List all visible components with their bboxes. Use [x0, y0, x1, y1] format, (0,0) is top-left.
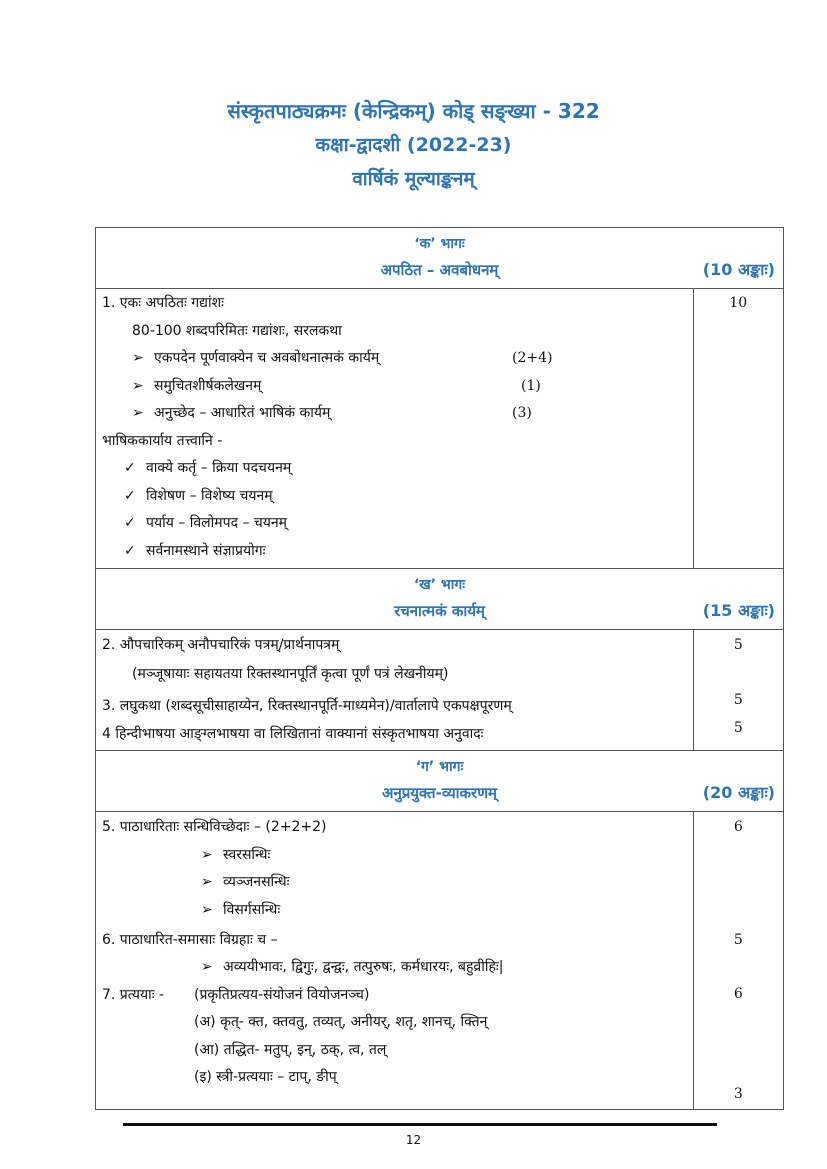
check-icon: ✓	[124, 487, 136, 504]
marks-value: 5	[733, 932, 743, 948]
section-ga-body	[96, 812, 784, 1110]
arrow-bullet-icon: ➢	[201, 874, 213, 890]
marks-value: 6	[733, 986, 743, 1002]
list-item: ➢ व्यञ्जनसन्धिः	[96, 869, 693, 897]
section-kha-body	[96, 630, 784, 751]
marks-value: 10	[729, 295, 748, 311]
sub-marks: (1)	[521, 377, 541, 394]
section-ka-name: अपठित – अवबोधनम्	[380, 261, 499, 279]
section-kha-part: ‘ख’ भागः	[413, 577, 466, 593]
list-item: ➢ अनुच्छेद – आधारितं भाषिकं कार्यम् (3)	[96, 400, 693, 428]
list-item: ➢ अव्ययीभावः, द्विगुः, द्वन्द्वः, तत्पुरुषः, कर्मधारयः, बहुव्रीहिः|	[96, 954, 693, 982]
list-item: (इ) स्त्री-प्रत्ययाः – टाप्, ङीप्	[194, 1069, 337, 1085]
arrow-bullet-icon: ➢	[201, 901, 213, 918]
list-item: 2. औपचारिकम् अनौपचारिकं पत्रम्/प्रार्थनापत्रम्	[102, 637, 340, 653]
page-number: 12	[405, 1133, 422, 1147]
list-item: 6. पाठाधारित-समासाः विग्रहाः च –	[102, 931, 278, 948]
section-ka-marks: (10 अङ्काः)	[702, 260, 775, 279]
section-kha-header	[96, 569, 784, 630]
list-item: 3. लघुकथा (शब्दसूचीसाहाय्येन, रिक्तस्थानपूर्ति-माध्यमेन)/वार्तालापे एकपक्षपूरणम्	[102, 698, 512, 714]
section-ga-header	[96, 751, 784, 812]
arrow-bullet-icon: ➢	[132, 377, 144, 394]
section-ka-header	[96, 228, 784, 289]
list-item: ➢ एकपदेन पूर्णवाक्येन च अवबोधनात्मकं कार्यम् (2+4)	[96, 345, 693, 373]
list-item: 80-100 शब्दपरिमितः गद्यांशः, सरलकथा	[132, 322, 342, 339]
sub-marks: (2+4)	[512, 350, 553, 366]
arrow-bullet-icon: ➢	[201, 959, 213, 975]
marks-value: 5	[733, 720, 743, 736]
check-icon: ✓	[124, 542, 136, 559]
list-item: (अ) कृत्- क्त, क्तवतु, तव्यत्, अनीयर्, शतृ, शानच्, क्तिन्	[194, 1014, 488, 1030]
marks-value: 6	[733, 819, 743, 835]
list-item: ➢ विसर्गसन्धिः	[96, 897, 693, 927]
section-ka-part: ‘क’ भागः	[414, 236, 465, 252]
arrow-bullet-icon: ➢	[132, 350, 144, 366]
marks-value: 3	[733, 1086, 743, 1102]
list-item: 7. प्रत्ययाः - (प्रकृतिप्रत्यय-संयोजनं वियोजनञ्च)	[96, 982, 693, 1010]
sub-marks: (3)	[512, 405, 532, 421]
list-item: (आ) तद्धित- मतुप्, इन्, ठक्, त्व, तल्	[194, 1041, 387, 1058]
list-item: भाषिककार्याय तत्त्वानि -	[102, 432, 223, 449]
exam-heading: वार्षिकं मूल्याङ्कनम्	[352, 168, 475, 190]
list-item: ✓ पर्याय – विलोमपद – चयनम्	[96, 510, 693, 538]
list-item: 4 हिन्दीभाषया आङ्ग्लभाषया वा लिखितानां वाक्यानां संस्कृतभाषया अनुवादः	[102, 726, 484, 742]
list-item: 5. पाठाधारिताः सन्धिविच्छेदाः – (2+2+2)	[102, 819, 327, 835]
class-heading: कक्षा-द्वादशी (2022-23)	[315, 134, 512, 156]
section-ka-body	[96, 289, 784, 569]
check-icon: ✓	[124, 460, 136, 476]
list-item: ✓ सर्वनामस्थाने संज्ञाप्रयोगः	[96, 538, 693, 566]
section-ga-marks: (20 अङ्काः)	[702, 783, 775, 802]
list-item: (मञ्जूषायाः सहायतया रिक्तस्थानपूर्तिं कृत्वा पूर्णं पत्रं लेखनीयम्)	[132, 666, 449, 682]
list-item: ✓ विशेषण – विशेष्य चयनम्	[96, 483, 693, 511]
list-item: 1. एकः अपठितः गद्यांशः	[102, 295, 224, 311]
footer-divider	[123, 1123, 717, 1126]
list-item: ➢ समुचितशीर्षकलेखनम् (1)	[96, 373, 693, 401]
marks-value: 5	[733, 692, 743, 708]
document-title: संस्कृतपाठ्यक्रमः (केन्द्रिकम्) कोड् सङ्ख्या - 322	[227, 99, 600, 123]
section-ga-part: ‘ग’ भागः	[415, 759, 464, 775]
list-item: ➢ स्वरसन्धिः	[96, 842, 693, 870]
section-kha-name: रचनात्मकं कार्यम्	[394, 602, 485, 620]
arrow-bullet-icon: ➢	[132, 405, 144, 421]
arrow-bullet-icon: ➢	[201, 846, 213, 863]
syllabus-table	[95, 227, 784, 1110]
list-item: ✓ वाक्ये कर्तृ – क्रिया पदचयनम्	[96, 455, 693, 483]
section-kha-marks: (15 अङ्काः)	[702, 601, 775, 620]
section-ga-name: अनुप्रयुक्त-व्याकरणम्	[381, 784, 498, 802]
check-icon: ✓	[124, 515, 136, 531]
marks-value: 5	[733, 637, 743, 653]
list-item-detail: (प्रकृतिप्रत्यय-संयोजनं वियोजनञ्च)	[194, 986, 370, 1003]
